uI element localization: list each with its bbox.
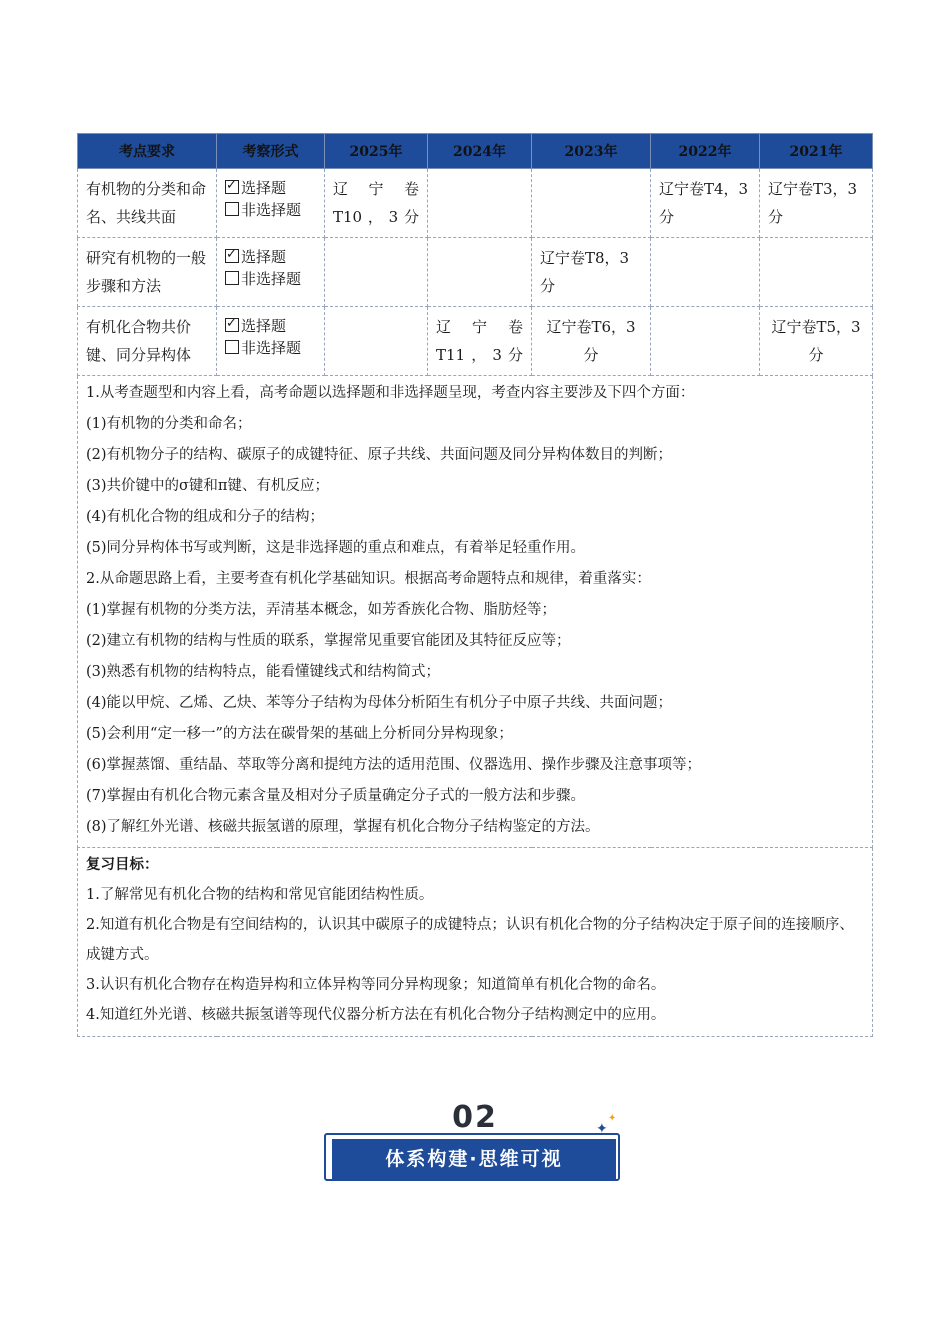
table-row: [78, 169, 873, 238]
cell-2022: [651, 238, 760, 307]
note-line: (3)熟悉有机物的结构特点，能看懂键线式和结构简式；: [86, 664, 441, 680]
goals-row: [78, 848, 873, 1037]
option-nonchoice: 非选择题: [225, 268, 316, 290]
note-line: (7)掌握由有机化合物元素含量及相对分子质量确定分子式的一般方法和步骤。: [86, 788, 586, 804]
cell-2023: 辽宁卷T8，3分: [532, 238, 651, 307]
checked-box-icon: [225, 249, 239, 263]
sparkle-icon: ✦: [596, 1121, 608, 1137]
notes-cell: [78, 376, 873, 848]
header-2023: 2023年: [532, 134, 651, 169]
cell-2024: [428, 238, 532, 307]
note-line: (1)有机物的分类和命名；: [86, 416, 252, 432]
cell-2023: [532, 169, 651, 238]
note-line: (1)掌握有机物的分类方法，弄清基本概念，如芳香族化合物、脂肪烃等；: [86, 602, 557, 618]
section-title: 体系构建·思维可视: [332, 1139, 616, 1179]
goal-item: 2.知道有机化合物是有空间结构的，认识其中碳原子的成键特点；认识有机化合物的分子结构决定于原子间的连接顺序、成键方式。: [86, 917, 854, 963]
note-line: (2)有机物分子的结构、碳原子的成键特征、原子共线、共面问题及同分异构体数目的判断；: [86, 447, 673, 463]
note-line: 1.从考查题型和内容上看，高考命题以选择题和非选择题呈现，考查内容主要涉及下四个方面：: [86, 385, 695, 401]
option-nonchoice: 非选择题: [225, 199, 316, 221]
note-line: 2.从命题思路上看，主要考查有机化学基础知识。根据高考命题特点和规律，着重落实：: [86, 571, 651, 587]
empty-box-icon: [225, 202, 239, 216]
note-line: (5)会利用“定一移一”的方法在碳骨架的基础上分析同分异构现象；: [86, 726, 513, 742]
header-2024: 2024年: [428, 134, 532, 169]
option-nonchoice: 非选择题: [225, 337, 316, 359]
note-line: (6)掌握蒸馏、重结晶、萃取等分离和提纯方法的适用范围、仪器选用、操作步骤及注意事项等；: [86, 757, 702, 773]
topic-cell: 有机化合物共价键、同分异构体: [78, 307, 217, 376]
format-cell: [217, 169, 325, 238]
header-topic: 考点要求: [78, 134, 217, 169]
note-line: (4)有机化合物的组成和分子的结构；: [86, 509, 325, 525]
goals-heading: 复习目标：: [86, 857, 159, 873]
cell-2024: 辽宁卷T11，3分: [428, 307, 532, 376]
cell-2024: [428, 169, 532, 238]
goals-cell: [78, 848, 873, 1037]
format-cell: [217, 307, 325, 376]
cell-2022: 辽宁卷T4，3分: [651, 169, 760, 238]
note-line: (8)了解红外光谱、核磁共振氢谱的原理，掌握有机化合物分子结构鉴定的方法。: [86, 819, 600, 835]
table-row: [78, 238, 873, 307]
cell-2025: [325, 238, 428, 307]
topic-cell: 有机物的分类和命名、共线共面: [78, 169, 217, 238]
section-number: 02: [452, 1100, 498, 1135]
cell-2021: 辽宁卷T3，3分: [760, 169, 873, 238]
format-cell: [217, 238, 325, 307]
cell-2025: 辽宁卷T10，3分: [325, 169, 428, 238]
note-line: (5)同分异构体书写或判断，这是非选择题的重点和难点，有着举足轻重作用。: [86, 540, 586, 556]
note-line: (4)能以甲烷、乙烯、乙炔、苯等分子结构为母体分析陌生有机分子中原子共线、共面问题；: [86, 695, 673, 711]
checked-box-icon: [225, 318, 239, 332]
note-line: (2)建立有机物的结构与性质的联系，掌握常见重要官能团及其特征反应等；: [86, 633, 571, 649]
topic-cell: 研究有机物的一般步骤和方法: [78, 238, 217, 307]
exam-analysis-table: [77, 133, 873, 1037]
cell-2023: 辽宁卷T6，3分: [532, 307, 651, 376]
cell-2021: 辽宁卷T5，3分: [760, 307, 873, 376]
cell-2025: [325, 307, 428, 376]
note-line: (3)共价键中的σ键和π键、有机反应；: [86, 478, 329, 494]
notes-row: [78, 376, 873, 848]
cell-2022: [651, 307, 760, 376]
goal-item: 4.知道红外光谱、核磁共振氢谱等现代仪器分析方法在有机化合物分子结构测定中的应用。: [86, 1007, 666, 1023]
header-2025: 2025年: [325, 134, 428, 169]
table-row: [78, 307, 873, 376]
header-format: 考察形式: [217, 134, 325, 169]
cell-2021: [760, 238, 873, 307]
table-header-row: [78, 134, 873, 169]
option-choice: ✓选择题: [225, 246, 316, 268]
header-2021: 2021年: [760, 134, 873, 169]
sparkle-small-icon: ✦: [608, 1113, 617, 1124]
option-choice: ✓选择题: [225, 177, 316, 199]
goal-item: 1.了解常见有机化合物的结构和常见官能团结构性质。: [86, 887, 434, 903]
goal-item: 3.认识有机化合物存在构造异构和立体异构等同分异构现象；知道简单有机化合物的命名。: [86, 977, 666, 993]
empty-box-icon: [225, 271, 239, 285]
checked-box-icon: [225, 180, 239, 194]
header-2022: 2022年: [651, 134, 760, 169]
empty-box-icon: [225, 340, 239, 354]
option-choice: ✓选择题: [225, 315, 316, 337]
